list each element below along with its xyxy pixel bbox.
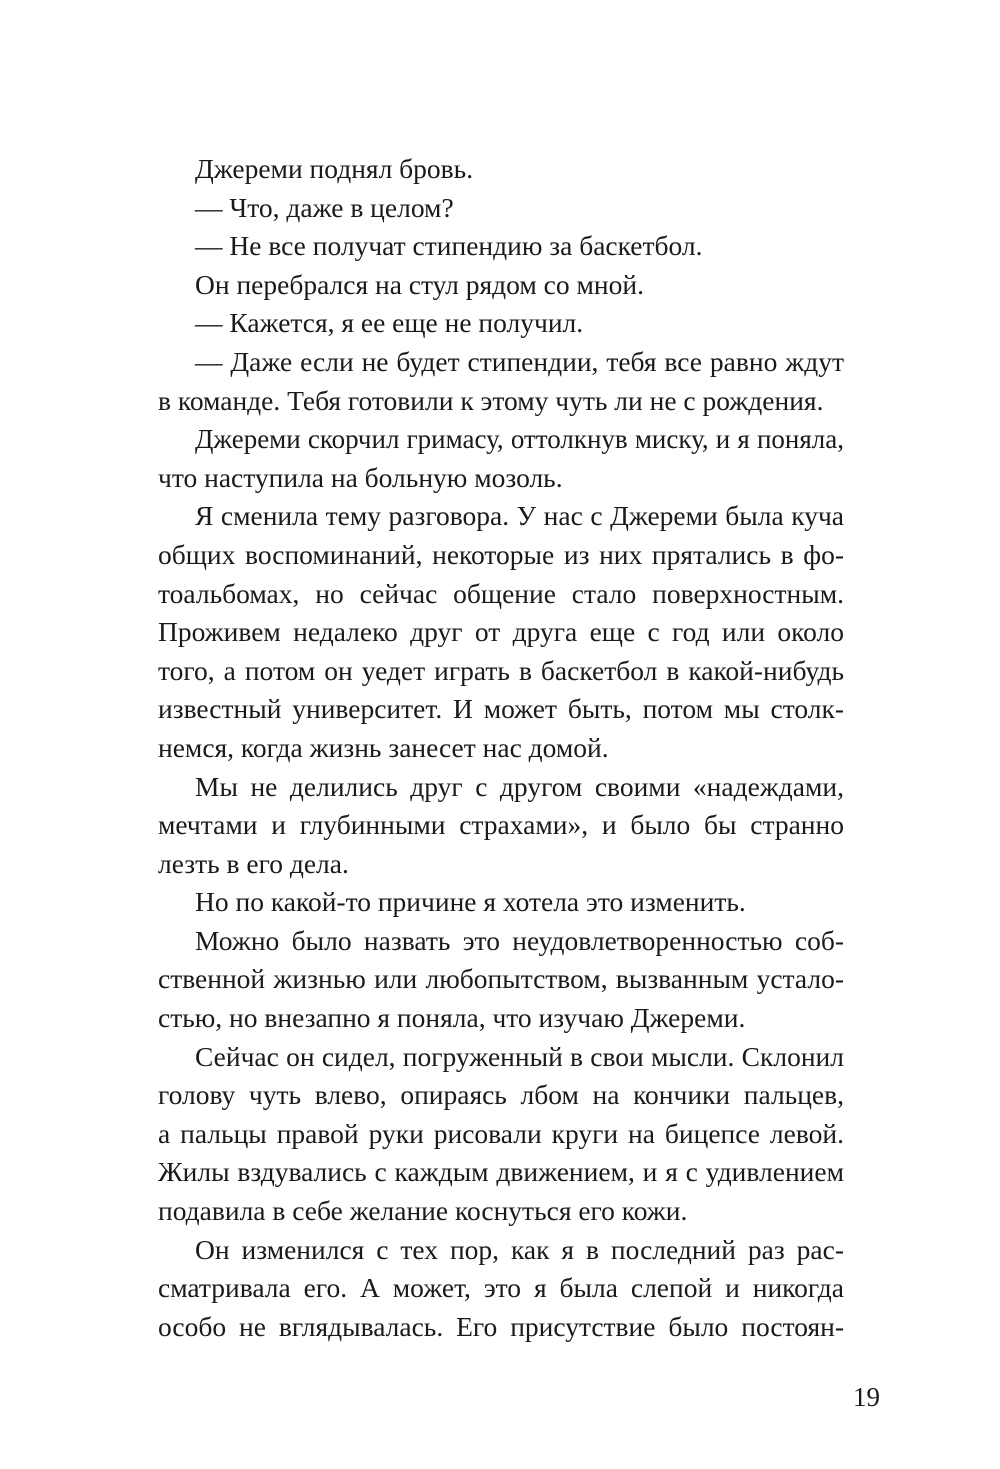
body-text [158,150,844,1346]
text-line: сматривала его. А может, это я была слепой и никогда [158,1272,844,1304]
text-line: того, а потом он уедет играть в баскетбол в какой-нибудь [158,654,844,686]
text-line: лезть в его дела. [158,847,349,879]
text-line: а пальцы правой руки рисовали круги на бицепсе левой. [158,1117,844,1149]
text-line: Сейчас он сидел, погруженный в свои мысли. Склонил [195,1040,844,1072]
text-line: Он изменился с тех пор, как я в последний раз рас- [195,1233,844,1265]
text-line: Я сменила тему разговора. У нас с Джереми была куча [195,500,844,532]
text-line: Жилы вздувались с каждым движением, и я с удивлением [158,1156,844,1188]
text-line: что наступила на больную мозоль. [158,461,563,493]
text-line: Проживем недалеко друг от друга еще с год или около [158,616,844,648]
text-line: особо не вглядывалась. Его присутствие было постоян- [158,1310,844,1342]
text-line: известный университет. И может быть, потом мы столк- [158,693,844,725]
text-line: — Даже если не будет стипендии, тебя все равно ждут [195,345,844,377]
text-line: Джереми скорчил гримасу, оттолкнув миску, и я поняла, [195,424,844,455]
text-line: Можно было назвать это неудовлетворенностью соб- [195,924,844,956]
text-line: Но по какой-то причине я хотела это изменить. [195,886,746,918]
text-line: в команде. Тебя готовили к этому чуть ли не с рождения. [158,384,824,416]
text-line: — Не все получат стипендию за баскетбол. [195,230,703,262]
text-line: Джереми поднял бровь. [195,153,474,184]
text-line: общих воспоминаний, некоторые из них прятались в фо- [158,538,844,570]
text-line: ственной жизнью или любопытством, вызванным устало- [158,963,844,995]
text-line: немся, когда жизнь занесет нас домой. [158,731,609,763]
text-line: мечтами и глубинными страхами», и было бы странно [158,809,844,841]
text-line: Он перебрался на стул рядом со мной. [195,268,644,300]
text-line: — Что, даже в целом? [195,191,454,223]
text-line: тоальбомах, но сейчас общение стало поверхностным. [158,577,844,609]
text-line: — Кажется, я ее еще не получил. [195,307,584,339]
text-line: Мы не делились друг с другом своими «надеждами, [195,770,844,802]
text-line: подавила в себе желание коснуться его кожи. [158,1195,688,1227]
text-line: стью, но внезапно я поняла, что изучаю Джереми. [158,1002,746,1034]
text-line: голову чуть влево, опираясь лбом на кончики пальцев, [158,1079,844,1111]
page-number: 19 [853,1382,880,1412]
